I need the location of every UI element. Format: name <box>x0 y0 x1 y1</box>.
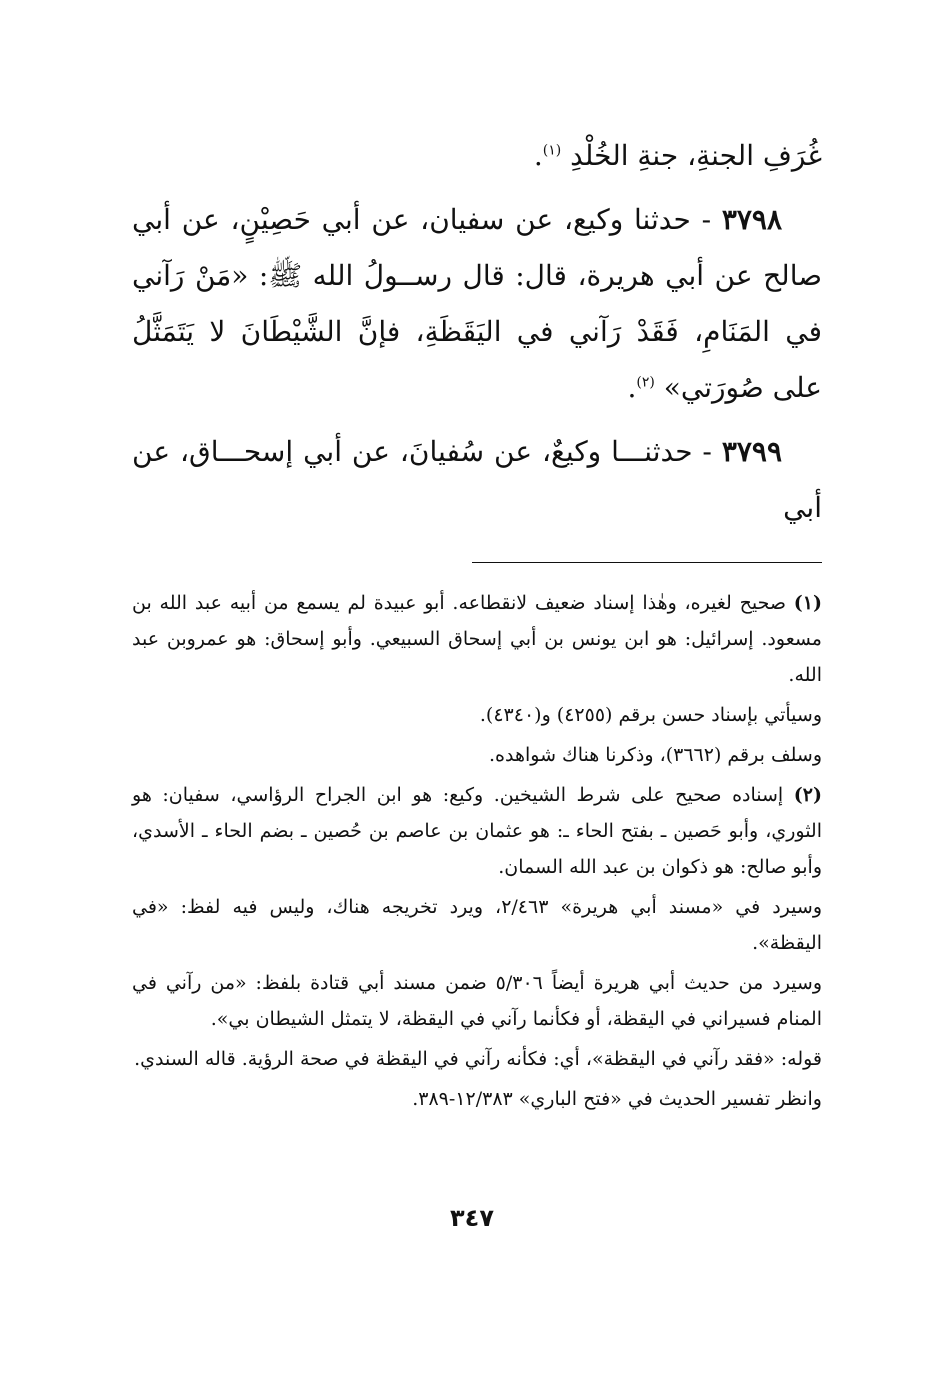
footnote-2 <box>132 777 822 885</box>
footnote-2-text: إسناده صحيح على شرط الشيخين. وكيع: هو ابن الجراح الرؤاسي، سفيان: هو الثوري، وأبو حَصين ـ بفتح الحاء ـ: هو عثمان بن عاصم بن حُصين ـ بضم الحاء ـ الأسدي، وأبو صالح: هو ذكوان بن عبد الله السمان. <box>132 784 822 878</box>
hadith-3798-end: . <box>627 371 637 404</box>
footnote-2-line-2: وسيرد في «مسند أبي هريرة» ٢/٤٦٣، ويرد تخريجه هناك، وليس فيه لفظ: «في اليقظة». <box>132 896 822 954</box>
footnote-2-line-4: قوله: «فقد رآني في اليقظة»، أي: فكأنه رآني في اليقظة في صحة الرؤية. قاله السندي. <box>134 1048 822 1070</box>
main-line-1 <box>132 128 822 184</box>
footnote-separator <box>472 562 822 563</box>
hadith-3799-number: ٣٧٩٩ <box>721 435 782 468</box>
hadith-3798-number: ٣٧٩٨ <box>721 203 782 236</box>
page-content <box>132 128 822 1248</box>
footnote-ref-1: (١) <box>542 142 562 159</box>
footnote-2-line-5: وانظر تفسير الحديث في «فتح الباري» ١٢/٣٨٣-٣٨٩. <box>412 1088 822 1110</box>
footnote-1-text: صحيح لغيره، وهٰذا إسناد ضعيف لانقطاعه. أبو عبيدة لم يسمع من أبيه عبد الله بن مسعود. إسرائيل: هو ابن يونس بن أبي إسحاق السبيعي. وأبو إسحاق: هو عمروبن عبد الله. <box>132 592 822 686</box>
footnote-2-line-3: وسيرد من حديث أبي هريرة أيضاً ٥/٣٠٦ ضمن مسند أبي قتادة بلفظ: «من رآني في المنام فسيراني في اليقظة، أو فكأنما رآني في اليقظة، لا يتمثل الشيطان بي». <box>132 972 822 1030</box>
main-line-1-end: . <box>533 139 543 172</box>
footnotes <box>132 585 822 1117</box>
footnote-1-label: (١) <box>793 592 823 614</box>
hadith-3798 <box>132 192 822 416</box>
separator-wrap <box>132 544 822 585</box>
footnote-2-label: (٢) <box>793 784 822 806</box>
hadith-3798-text: - حدثنا وكيع، عن سفيان، عن أبي حَصِيْنٍ، عن أبي صالح عن أبي هريرة، قال: قال رســولُ الله ﷺ: «مَنْ رَآني في المَنَامِ، فَقَدْ رَآني في اليَقَظَةِ، فإنَّ الشَّيْطَانَ لا يَتَمَثَّلُ على صُورَتي» <box>132 203 822 404</box>
hadith-3799-text: - حدثنـــا وكيعٌ، عن سُفيانَ، عن أبي إسحـــاق، عن أبي <box>132 435 822 524</box>
main-line-1-text: غُرَفِ الجنةِ، جنةِ الخُلْدِ <box>570 139 822 172</box>
footnote-1 <box>132 585 822 693</box>
footnote-1-line-3: وسلف برقم (٣٦٦٢)، وذكرنا هناك شواهده. <box>489 744 822 766</box>
footnote-1-line-2: وسيأتي بإسناد حسن برقم (٤٢٥٥) و(٤٣٤٠). <box>479 704 822 726</box>
hadith-3799 <box>132 424 822 536</box>
main-text <box>132 128 822 536</box>
footnote-ref-2: (٢) <box>636 374 655 391</box>
page-number: ٣٤٧ <box>450 1204 494 1232</box>
